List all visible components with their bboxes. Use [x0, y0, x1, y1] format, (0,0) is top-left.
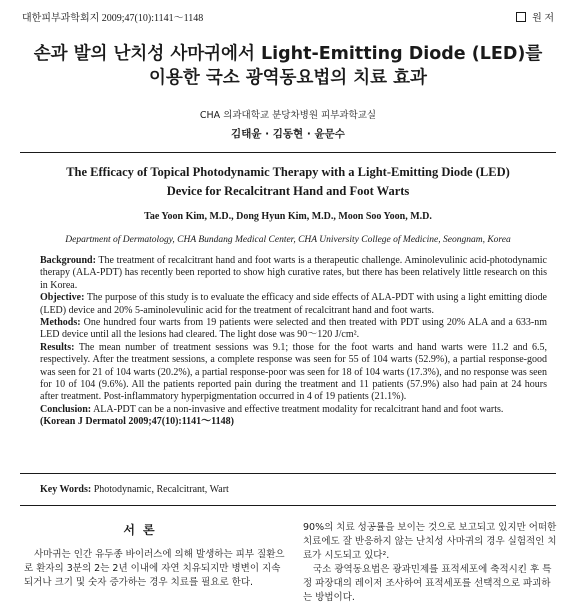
citation: (Korean J Dermatol 2009;47(10):1141～1148) — [40, 416, 234, 428]
objective-label: Objective: — [40, 292, 85, 304]
english-authors: Tae Yoon Kim, M.D., Dong Hyun Kim, M.D., Moon Soo Yoon, M.D. — [144, 211, 432, 222]
body-right-column — [303, 521, 557, 605]
journal-header: 대한피부과학회지 2009;47(10):1141～1148 — [22, 13, 204, 24]
body-right-para-2: 국소 광역동요법은 광과민제를 표적세포에 축적시킨 후 특정 파장대의 레이저 조사하여 표적세포를 선택적으로 파괴하는 방법이다. — [303, 564, 552, 603]
objective-text: The purpose of this study is to evaluate the efficacy and side effects of ALA-PDT with using a light emitting diode (LED) device and 20% 5-aminolevulinic acid for the treatment of recalcitrant hand and foot warts. — [40, 292, 547, 316]
conclusion-label: Conclusion: — [40, 403, 92, 415]
checkbox-square-icon — [516, 12, 526, 22]
article-type — [516, 9, 554, 24]
korean-affiliation: CHA 의과대학교 분당차병원 피부과학교실 — [199, 110, 377, 121]
english-title-line-2: Device for Recalcitrant Hand and Foot Warts — [166, 184, 410, 198]
korean-title-line-1: 손과 발의 난치성 사마귀에서 Light-Emitting Diode (LED)를 — [33, 44, 543, 64]
background-text: The treatment of recalcitrant hand and foot warts is a therapeutic challenge. Aminolevulinic acid-photodynamic therapy (ALA-PDT) has recently been reported to show high curative rates, but there has been relatively little research on this in Korea. — [40, 255, 547, 291]
keywords — [40, 484, 229, 495]
results-text: The mean number of treatment sessions was 9.1; those for the foot warts and hand warts were 11.2 and 6.5, respectively. After the treatment sessions, a complete response was seen for 55 of 104 warts (52.9%), a partial response-good was seen for 21 of 104 warts (20.2%), a partial response-poor was seen for 18 of 104 warts (17.3%), and no response was seen for 10 of 104 (9.6%). All the patients reported pain during the treatment and 11 patients (57.9%) also had pain at 24 hours after treatment. Post-inflammatory hyperpigmentation occurred in 4 of 19 patients (21.1%). — [40, 341, 547, 403]
english-title-line-1: The Efficacy of Topical Photodynamic Therapy with a Light-Emitting Diode (LED) — [66, 165, 510, 179]
abstract-methods — [40, 317, 547, 342]
divider-keywords-bottom — [20, 505, 556, 506]
results-label: Results: — [40, 341, 75, 353]
english-affiliation: Department of Dermatology, CHA Bundang Medical Center, CHA University College of Medicine, Seongnam, Korea — [65, 235, 511, 245]
section-title-introduction: 서론 — [123, 523, 163, 537]
abstract-background — [40, 255, 547, 292]
divider-abstract-bottom — [20, 473, 556, 474]
korean-title-line-2: 이용한 국소 광역동요법의 치료 효과 — [149, 68, 427, 88]
abstract-results — [40, 342, 547, 404]
abstract-objective — [40, 292, 547, 317]
body-right-para-1: 90%의 치료 성공률을 보이는 것으로 보고되고 있지만 어떠한 치료에도 잘 반응하지 않는 난치성 사마귀의 경우 실험적인 치료가 시도되고 있다². — [303, 522, 557, 561]
abstract-conclusion — [40, 404, 547, 416]
methods-label: Methods: — [40, 317, 81, 329]
article-type-label: 원 저 — [532, 13, 554, 24]
methods-text: One hundred four warts from 19 patients were selected and then treated with PDT using 20% ALA and a 633-nm LED device until all the lesions had cleared. The light dose was 90～120 J/cm². — [40, 317, 547, 341]
background-label: Background: — [40, 255, 96, 266]
keywords-value: Photodynamic, Recalcitrant, Wart — [91, 484, 229, 495]
korean-authors: 김태윤 · 김동현 · 윤문수 — [231, 128, 345, 140]
conclusion-text: ALA-PDT can be a non-invasive and effective treatment modality for recalcitrant hand and foot warts. — [91, 403, 504, 415]
abstract — [40, 255, 547, 429]
divider-top — [20, 152, 556, 153]
body-left-column: 사마귀는 인간 유두종 바이러스에 의해 발생하는 피부 질환으로 환자의 3분의 2는 2년 이내에 자연 치유되지만 병변이 지속되거나 크기 및 숫자 증가하는 경우 치료를 필요로 한다. — [24, 549, 285, 588]
keywords-label: Key Words: — [40, 484, 92, 495]
